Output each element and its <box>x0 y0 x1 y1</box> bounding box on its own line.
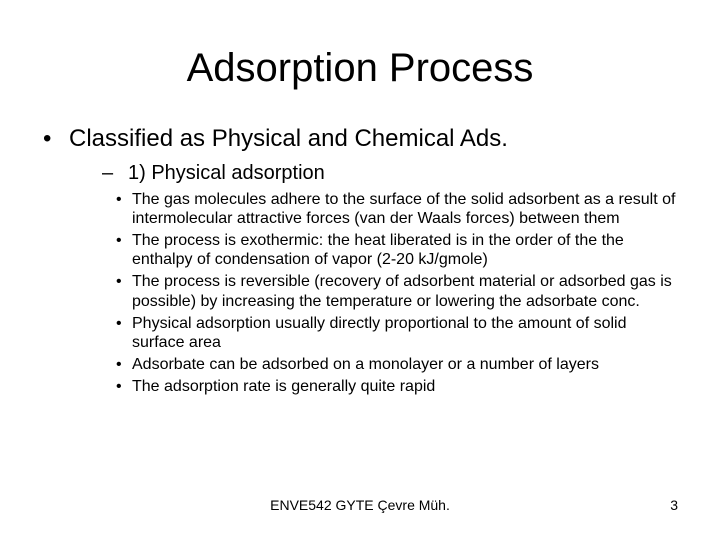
list-item-text: The process is reversible (recovery of adsorbent material or adsorbed gas is possible) by increasing the temperature or lowering the adsorbate conc. <box>132 273 672 310</box>
bullet-text: Classified as Physical and Chemical Ads. <box>69 125 508 152</box>
list-item-text: Adsorbate can be adsorbed on a monolayer or a number of layers <box>132 355 599 373</box>
list-item-text: Physical adsorption usually directly proportional to the amount of solid surface area <box>132 314 627 351</box>
bullet-marker: • <box>116 232 122 250</box>
bullet-marker: • <box>116 355 122 373</box>
bullet-marker: • <box>116 377 122 395</box>
list-item <box>116 314 676 352</box>
dash-marker: – <box>102 162 114 184</box>
list-item <box>116 231 676 269</box>
list-item <box>116 377 676 396</box>
bullet-text: 1) Physical adsorption <box>128 162 325 184</box>
bullet-marker: • <box>116 191 122 208</box>
slide-footer: ENVE542 GYTE Çevre Müh. <box>270 497 450 513</box>
page-number: 3 <box>670 497 678 513</box>
physical-adsorption-points <box>116 190 676 399</box>
bullet-marker: • <box>43 125 52 152</box>
list-item <box>116 272 676 310</box>
list-item <box>116 190 676 228</box>
slide-title: Adsorption Process <box>186 46 534 90</box>
bullet-physical-adsorption <box>102 160 325 186</box>
list-item-text: The adsorption rate is generally quite rapid <box>132 377 436 395</box>
bullet-marker: • <box>116 273 122 291</box>
bullet-classified <box>43 124 508 154</box>
bullet-marker: • <box>116 314 122 332</box>
list-item-text: The gas molecules adhere to the surface of the solid adsorbent as a result of intermolecular attractive forces (van der Waals forces) between them <box>132 191 676 228</box>
list-item-text: The process is exothermic: the heat liberated is in the order of the the enthalpy of condensation of vapor (2-20 kJ/gmole) <box>132 232 624 269</box>
list-item <box>116 355 676 374</box>
